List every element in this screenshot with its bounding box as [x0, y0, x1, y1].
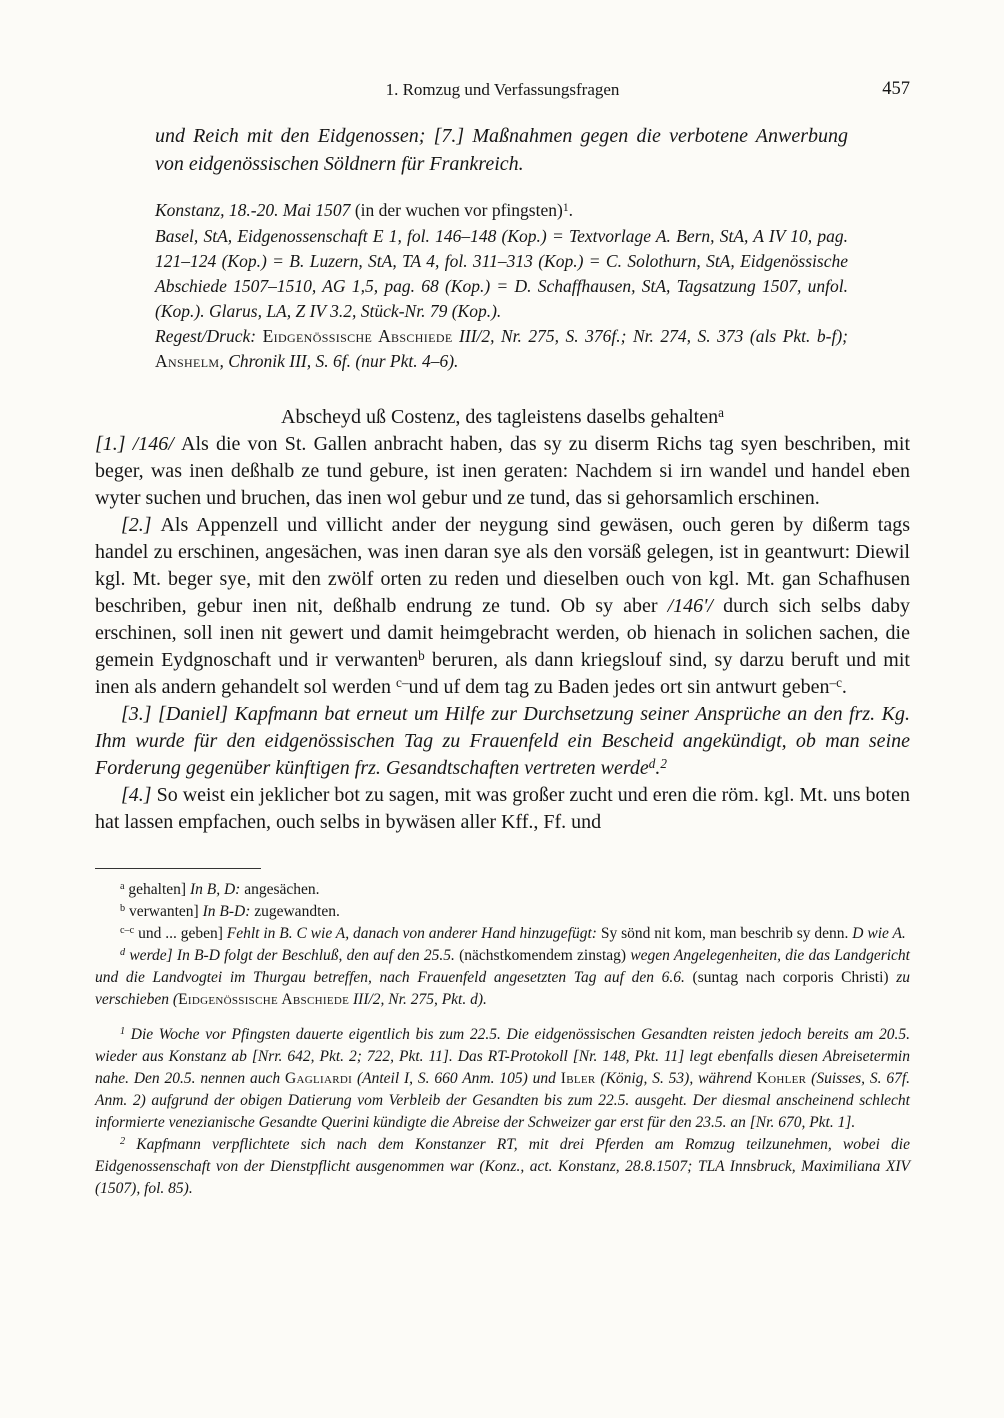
- running-head: [95, 80, 910, 100]
- body-paragraph-3: [95, 701, 910, 782]
- text-run: .: [841, 676, 847, 698]
- text-run: III/2, Nr. 275, S. 376f.; Nr. 274, S. 373 (als Pkt. b-f);: [452, 326, 848, 346]
- text-run: verwanten]: [125, 903, 203, 920]
- text-run: .: [568, 200, 573, 220]
- text-run: (Anteil I, S. 660 Anm. 105) und: [352, 1070, 561, 1087]
- dateline: [155, 198, 848, 223]
- text-run: (suntag nach corporis Christi): [692, 969, 897, 986]
- text-run: .: [655, 757, 661, 779]
- running-head-title: 1. Romzug und Verfassungsfragen: [385, 80, 620, 99]
- source-description: [155, 224, 848, 374]
- text-run: gehalten]: [124, 881, 190, 898]
- document-heading: [95, 404, 910, 431]
- text-run: [2.]: [121, 514, 161, 536]
- text-run: Ibler: [560, 1070, 596, 1087]
- text-run: angesächen.: [244, 881, 320, 898]
- text-run: In B-D:: [202, 903, 255, 920]
- footnote-marker: –c: [829, 675, 842, 691]
- footnote-marker: 1: [562, 201, 569, 214]
- body-paragraph-1: [95, 431, 910, 512]
- text-run: und uf dem tag zu Baden jedes ort sin antwurt geben: [408, 676, 830, 698]
- footnote-marker: b: [418, 648, 425, 664]
- text-run: [3.] [Daniel] Kapfmann bat erneut um Hilfe zur Durchsetzung seiner Ansprüche an den frz. Kg. Ihm wurde für den eidgenössischen Tag zu Frauenfeld ein Bescheid angekündigt, ob man seine Forderung gegenüber künftigen frz. Gesandtschaften vertreten werde: [95, 703, 910, 779]
- text-run: III/2, Nr. 275, Pkt. d).: [349, 991, 487, 1008]
- text-run: D wie A.: [852, 925, 906, 942]
- text-run: zu verschieben (: [95, 969, 910, 1008]
- document-body: [95, 431, 910, 836]
- apparatus-notes: [95, 879, 910, 1011]
- footnote-marker: a: [120, 881, 125, 893]
- text-run: und ... geben]: [134, 925, 227, 942]
- text-run: /146'/: [667, 595, 713, 617]
- source-regest: [155, 324, 848, 374]
- text-run: und Reich mit den Eidgenossen; [7.] Maßnahmen gegen die verbotene Anwerbung von eidgenössischen Söldnern für Frankreich.: [155, 125, 848, 175]
- text-run: zugewandten.: [254, 903, 340, 920]
- footnote-separator: [95, 868, 261, 869]
- text-run: , Chronik III, S. 6f. (nur Pkt. 4–6).: [219, 351, 459, 371]
- footnote-marker: b: [120, 903, 126, 915]
- source-archives: [155, 224, 848, 324]
- text-run: Abscheyd uß Costenz, des tagleistens daselbs gehalten: [281, 406, 719, 428]
- footnote-marker: d: [120, 947, 126, 959]
- footnote-marker: a: [718, 405, 724, 421]
- footnote-marker: d: [648, 756, 656, 772]
- text-run: Gagliardi: [284, 1070, 353, 1087]
- head-matter: [155, 122, 848, 374]
- text-run: Eidgenössische Abschiede: [262, 326, 453, 346]
- text-run: [1.] /146/: [95, 433, 182, 455]
- text-run: Sy sönd nit kom, man beschrib sy denn.: [600, 925, 853, 942]
- footnote-marker: c–: [396, 675, 409, 691]
- text-run: Als die von St. Gallen anbracht haben, das sy zu diserm Richs tag syen beschriben, mit beger, was inen deßhalb ze tund gebure, ist inen geraten: Nachdem si irn wandel und handel eben wyter suchen und bruchen, das inen wol gebur und ze tund, das si gehorsamlich erschinen.: [95, 433, 910, 509]
- apparatus-note-a: [95, 879, 910, 901]
- text-run: (König, S. 53), während: [595, 1070, 757, 1087]
- text-run: werde] In B-D folgt der Beschluß, den auf den 25.5.: [125, 947, 460, 964]
- footnote-marker: 2: [660, 756, 667, 772]
- footnotes: [95, 1024, 910, 1200]
- text-run: Anshelm: [155, 351, 220, 371]
- text-run: Basel, StA, Eidgenossenschaft E 1, fol. 146–148 (Kop.) = Textvorlage A. Bern, StA, A IV 10, pag. 121–124 (Kop.) = B. Luzern, StA, TA 4, fol. 311–313 (Kop.) = C. Solothurn, StA, Eidgenössische Abschiede 1507–1510, AG 1,5, pag. 68 (Kop.) = D. Schaffhausen, StA, Tagsatzung 1507, unfol. (Kop.). Glarus, LA, Z IV 3.2, Stück-Nr. 79 (Kop.).: [155, 226, 848, 321]
- footnote-marker: c–c: [120, 925, 135, 937]
- body-paragraph-4: [95, 782, 910, 836]
- text-run: (in der wuchen vor pfingsten): [354, 200, 563, 220]
- body-paragraph-2: [95, 512, 910, 701]
- apparatus-note-b: [95, 901, 910, 923]
- text-run: Konstanz, 18.-20. Mai 1507: [155, 200, 355, 220]
- footnote-1: [95, 1024, 910, 1134]
- text-run: Fehlt in B. C wie A, danach von anderer Hand hinzugefügt:: [226, 925, 601, 942]
- text-run: Als Appenzell und villicht ander der neygung sind gewäsen, ouch geren by dißerm tags handel zu erschinen, angesächen, was inen daran sye als den vorsäß gelegen, ist in geantwurt: Diewil kgl. Mt. beger sye, mit den zwölf orten zu reden und dieselben ouch von kgl. Mt. gan Schafhusen beschriben, gebur inen nit, deßhalb endrung ze tund. Ob sy aber: [95, 514, 910, 617]
- text-run: Kapfmann verpflichtete sich nach dem Konstanzer RT, mit drei Pferden am Romzug teilzunehmen, wobei die Eidgenossenschaft von der Dienstpflicht ausgenommen war (Konz., act. Konstanz, 28.8.1507; TLA Innsbruck, Maximiliana XIV (1507), fol. 85).: [95, 1136, 910, 1197]
- text-run: In B, D:: [189, 881, 245, 898]
- text-run: (nächstkomendem zinstag): [459, 947, 631, 964]
- text-run: Die Woche vor Pfingsten dauerte eigentlich bis zum 22.5. Die eidgenössischen Gesandten reisten jedoch bereits am 20.5. wieder aus Konstanz ab [Nrr. 642, Pkt. 2; 722, Pkt. 11]. Das RT-Protokoll [Nr. 148, Pkt. 11] legt ebenfalls diesen Abreisetermin nahe. Den 20.5. nennen auch: [95, 1026, 910, 1087]
- entry-summary: [155, 122, 848, 178]
- apparatus-note-c: [95, 923, 910, 945]
- text-run: beruren, als dann kriegslouf sind, sy darzu beruft und mit inen als andern gehandelt sol werden: [95, 649, 910, 698]
- text-run: durch sich selbs daby erschinen, soll inen nit gewert und damit heimgebracht werden, ob hienach in solichen sachen, die gemein Eydgnoschaft und ir verwanten: [95, 595, 911, 671]
- text-run: Regest/Druck:: [155, 326, 263, 346]
- text-run: So weist ein jeklicher bot zu sagen, mit was großer zucht und eren die röm. kgl. Mt. uns boten hat lassen empfachen, ouch selbs in bywäsen aller Kff., Ff. und: [95, 784, 910, 833]
- text-run: [4.]: [121, 784, 157, 806]
- text-run: Eidgenössische Abschiede: [178, 991, 350, 1008]
- text-run: Kohler: [756, 1070, 807, 1087]
- text-run: wegen Angelegenheiten, die das Landgericht und die Landvogtei im Thurgau betreffen, nach Frauenfeld angesetzten Tag auf den 6.6.: [95, 947, 910, 986]
- text-run: (Suisses, S. 67f. Anm. 2) aufgrund der obigen Datierung vom Verbleib der Gesandten bis zum 22.5. ausgeht. Der diesmal anscheinend schlecht informierte venezianische Gesandte Querini kündigte die Abreise der Schweizer gar erst für den 23.5. an [Nr. 670, Pkt. 1].: [95, 1070, 910, 1131]
- apparatus-note-d: [95, 945, 910, 1011]
- footnote-2: [95, 1134, 910, 1200]
- footnote-marker: 1: [120, 1026, 126, 1038]
- footnote-marker: 2: [120, 1136, 126, 1148]
- page-number: 457: [882, 79, 910, 99]
